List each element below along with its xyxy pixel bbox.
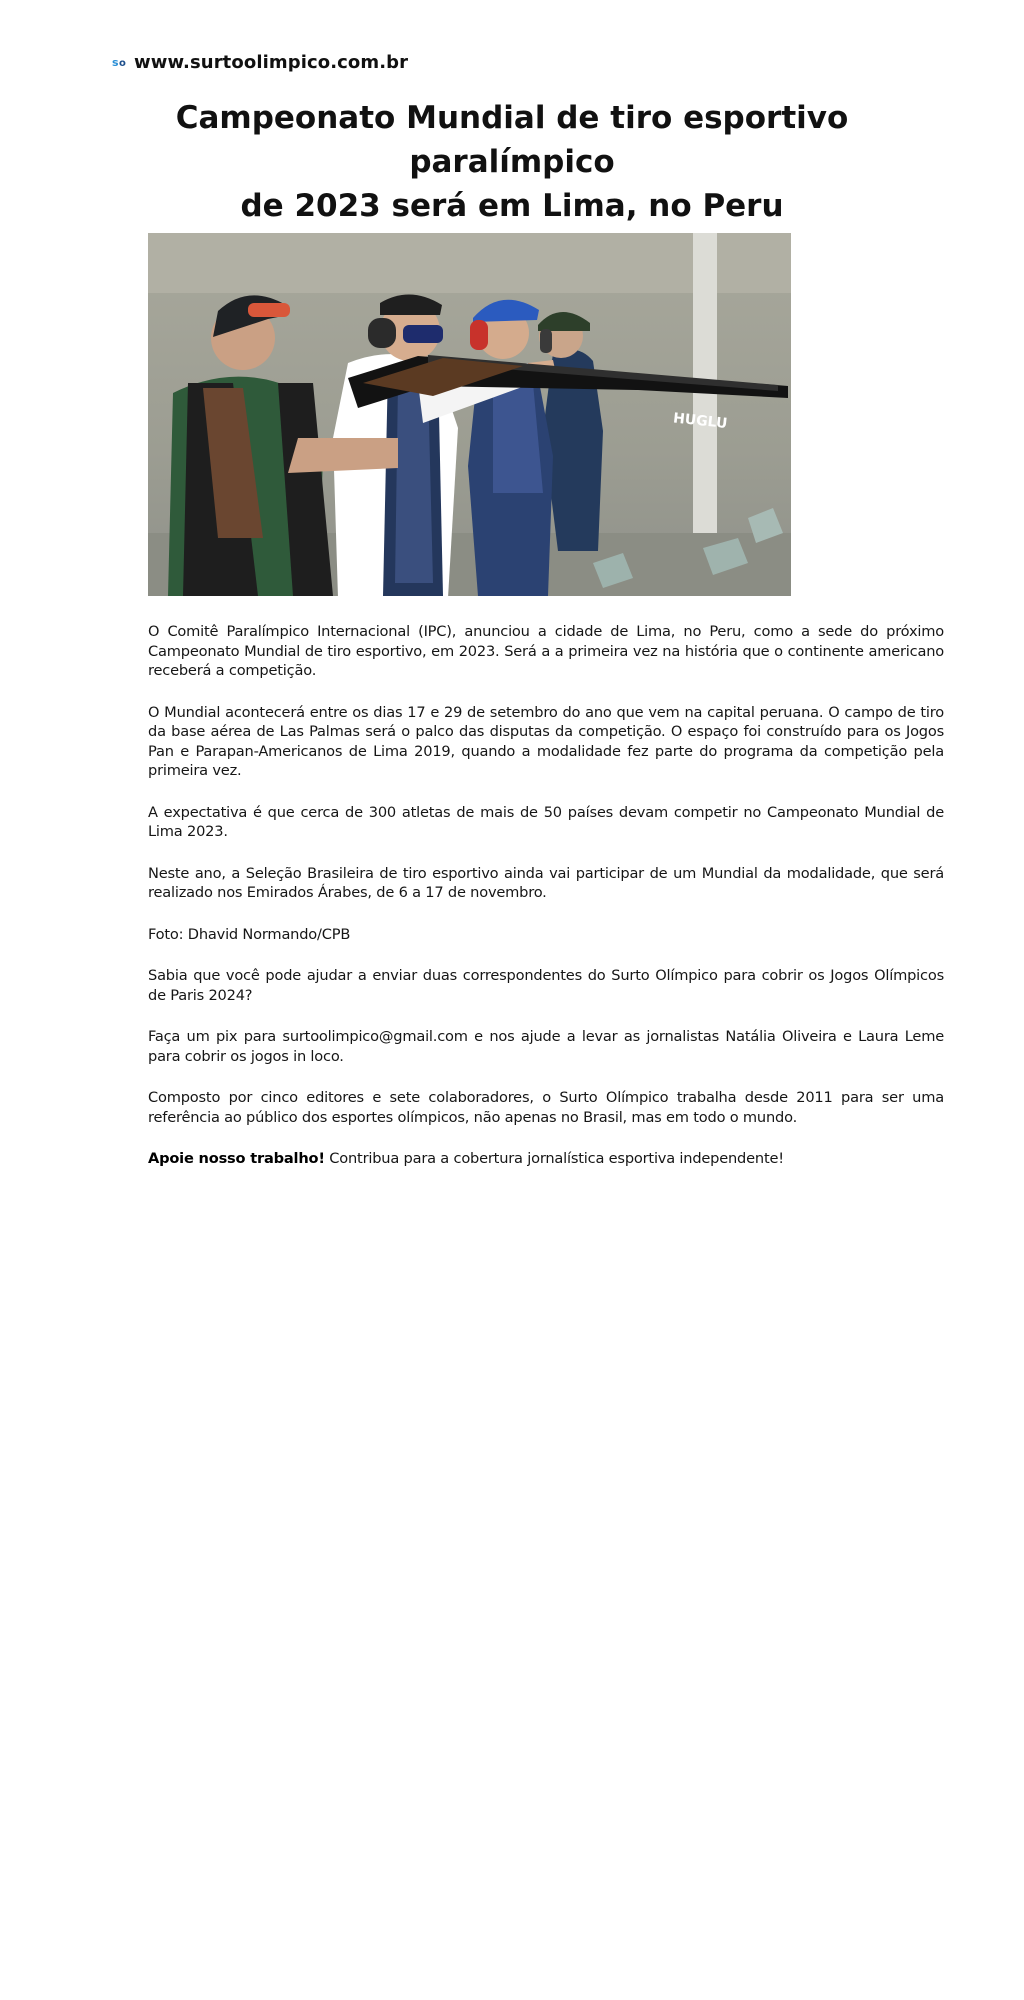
paragraph-1: O Comitê Paralímpico Internacional (IPC), anunciou a cidade de Lima, no Peru, como a sede do próximo Campeonato Mundial de tiro esportivo, em 2023. Será a a primeira vez na história que o continente americano receberá a competição. — [148, 623, 944, 679]
article-title-line1: Campeonato Mundial de tiro esportivo paralímpico — [175, 100, 849, 180]
site-header — [112, 52, 408, 73]
site-url[interactable]: www.surtoolimpico.com.br — [134, 52, 409, 73]
support-paragraph — [148, 1149, 944, 1169]
surto-olimpico-logo-icon: s o — [112, 55, 126, 69]
article-title-line2: de 2023 será em Lima, no Peru — [240, 188, 784, 224]
article-title — [112, 96, 912, 228]
support-text: Contribua para a cobertura jornalística esportiva independente! — [324, 1150, 784, 1167]
support-bold-text: Apoie nosso trabalho! — [148, 1150, 325, 1167]
paragraph-5: Sabia que você pode ajudar a enviar duas correspondentes do Surto Olímpico para cobrir os Jogos Olímpicos de Paris 2024? — [148, 967, 944, 1004]
article-photo — [148, 233, 791, 596]
paragraph-6: Faça um pix para surtoolimpico@gmail.com e nos ajude a levar as jornalistas Natália Oliveira e Laura Leme para cobrir os jogos in loco. — [148, 1028, 944, 1065]
paragraph-4: Neste ano, a Seleção Brasileira de tiro esportivo ainda vai participar de um Mundial da modalidade, que será realizado nos Emirados Árabes, de 6 a 17 de novembro. — [148, 864, 944, 901]
photo-gun-label: HUGLU — [672, 410, 729, 432]
paragraph-3: A expectativa é que cerca de 300 atletas de mais de 50 países devam competir no Campeonato Mundial de Lima 2023. — [148, 803, 944, 840]
paragraph-2: O Mundial acontecerá entre os dias 17 e 29 de setembro do ano que vem na capital peruana. O campo de tiro da base aérea de Las Palmas será o palco das disputas da competição. O espaço foi construído para os Jogos Pan e Parapan-Americanos de Lima 2019, quando a modalidade fez parte do programa da competição pela primeira vez. — [148, 703, 944, 779]
photo-credit: Foto: Dhavid Normando/CPB — [148, 925, 351, 943]
paragraph-7: Composto por cinco editores e sete colaboradores, o Surto Olímpico trabalha desde 2011 para ser uma referência ao público dos esportes olímpicos, não apenas no Brasil, mas em todo o mundo. — [148, 1089, 944, 1126]
article-body — [148, 622, 944, 1191]
